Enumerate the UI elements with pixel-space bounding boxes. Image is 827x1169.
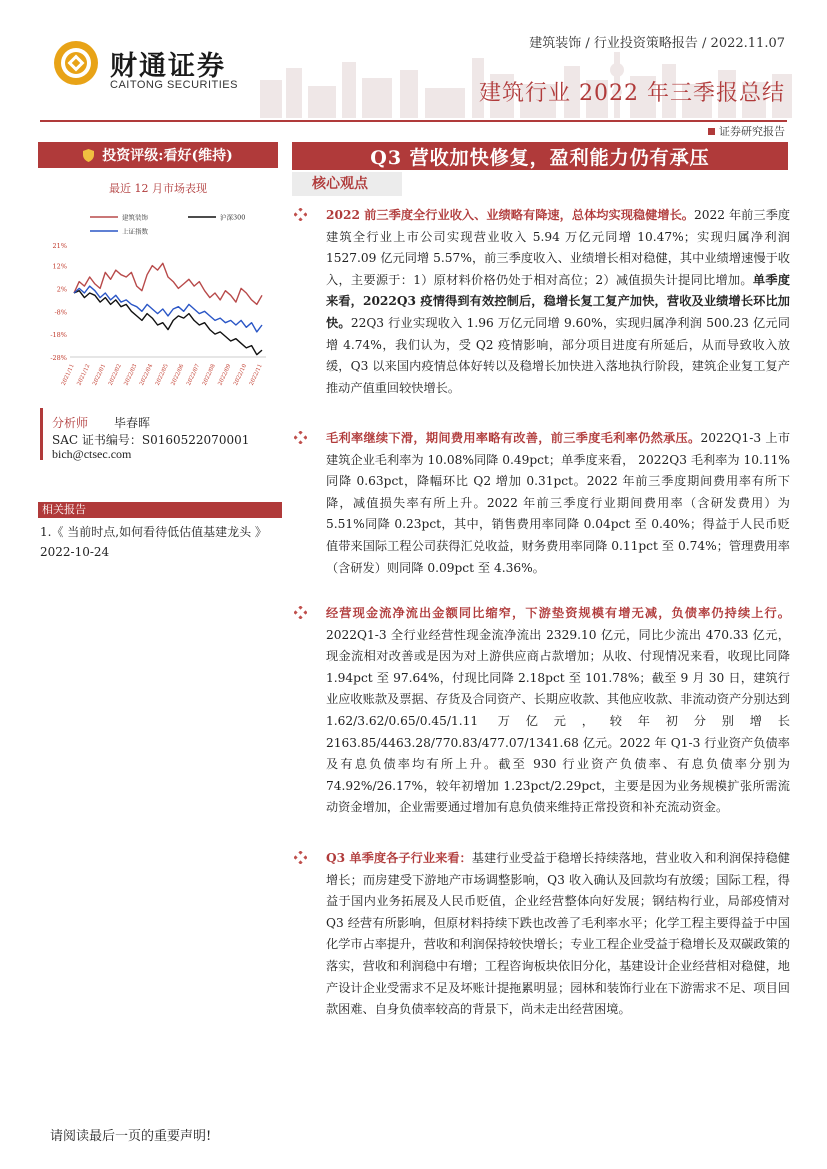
x-tick-label: 2022/05: [154, 363, 170, 387]
related-report-item[interactable]: 1.《 当前时点,如何看待低估值基建龙头 》 2022-10-24: [40, 525, 267, 559]
caitong-logo-icon: [52, 39, 100, 87]
x-tick-label: 2022/10: [233, 363, 249, 387]
shield-icon: [83, 149, 94, 162]
market-performance-label: 最近 12 月市场表现: [109, 182, 207, 195]
analyst-email[interactable]: bich@ctsec.com: [52, 447, 132, 461]
investment-rating: [38, 142, 278, 168]
x-tick-label: 2021/12: [76, 363, 92, 387]
section-body: 2022 年前三季度建筑全行业上市公司实现营业收入 5.94 万亿元同增 10.47%；实现归属净利润 1527.09 亿元同增 5.57%，前三季度收入、业绩增长相对稳健，其中业绩增速慢于收入，主要源于：1）原材料价格仍处于相对高位；2）减值损失计提同比增加。: [326, 208, 791, 287]
report-title: 建筑行业 2022 年三季报总结: [479, 81, 785, 106]
section-body: 2022Q1-3 全行业经营性现金流净流出 2329.10 亿元，同比少流出 470.33 亿元，现金流相对改善或是因为对上游供应商占款增加；从收、付现情况来看，收现比同降 1.94pct 至 97.64%，付现比同降 2.18pct 至 101.78%；截至 9 月 30 日，建筑行业应收账款及票据、存货及合同资产、长期应收款、其他应收款、非流动资产分别达到 1.62/3.62/0.65/0.45/1.11 万亿元，较年初分别增长 2163.85/4463.28/770.83/477.07/1341.68 亿元。2022 年 Q1-3 行业资产负债率及有息负债率均有所上升。截至 930 行业资产负债率、有息负债率分别为 74.92%/26.17%，较年初增加 1.23pct/2.29pct，主要是因为业务规模扩张所需流动资金增加，企业需要通过增加有息负债来维持正常投资和补充流动资金。: [326, 627, 790, 815]
x-tick-label: 2022/03: [123, 363, 139, 387]
x-tick-label: 2022/07: [186, 363, 202, 387]
section-heading: 2022 前三季度全行业收入、业绩略有降速，总体均实现稳健增长。: [326, 208, 695, 222]
logo-text-cn: 财通证券: [110, 51, 226, 82]
logo-text-en: CAITONG SECURITIES: [110, 79, 238, 91]
x-tick-label: 2022/02: [107, 363, 123, 387]
x-tick-label: 2022/08: [201, 363, 217, 387]
section-body: 基建行业受益于稳增长持续落地，营业收入和利润保持稳健增长；而房建受下游地产市场调整影响，Q3 收入确认及回款均有放缓；国际工程，得益于国内业务拓展及人民币贬值，企业经营整体向好发展；钢结构行业，局部疫情对 Q3 经营有所影响，但原材料持续下跌也改善了毛利率水平；化学工程主要得益于中国化学市占率提升，营收和利润保持较快增长；专业工程企业受益于稳增长及双碳政策的落实，营收和利润稳中有增；工程咨询板块依旧分化，基建设计企业经营相对稳健，地产设计企业受需求不足及坏账计提拖累明显；园林和装饰行业在下游需求不足、项目回款困难、自身负债率较高的背景下，尚未走出经营困境。: [326, 851, 790, 1017]
report-type-label: 证券研究报告: [719, 125, 785, 138]
section-subindustry: [294, 848, 790, 1021]
section-body: 22Q3 行业实现收入 1.96 万亿元同增 9.60%，实现归属净利润 500.23 亿元同增 4.74%，我们认为，受 Q2 疫情影响，部分项目进度有所延后，从而导致收入放缓，Q3 以来国内疫情总体好转以及稳增长加快进入落地执行阶段，建筑企业复工复产推动产值重回较快增长。: [326, 315, 790, 395]
x-tick-label: 2022/09: [217, 363, 233, 387]
market-performance-chart: [40, 205, 272, 395]
diamond-bullet-icon: [294, 431, 307, 444]
section-cashflow: [294, 603, 790, 819]
x-tick-label: 2022/11: [248, 363, 264, 387]
footer-disclaimer: 请阅读最后一页的重要声明!: [50, 1129, 212, 1144]
section-revenue: [294, 205, 790, 399]
legend-label: 沪深300: [220, 213, 246, 222]
diamond-bullet-icon: [294, 606, 307, 619]
x-tick-label: 2022/04: [139, 363, 155, 387]
legend-label: 建筑装饰: [122, 213, 148, 222]
square-bullet-icon: [708, 128, 715, 135]
x-tick-label: 2022/01: [92, 363, 108, 387]
core-view-tab: 核心观点: [292, 172, 402, 196]
header-divider: [40, 120, 787, 122]
y-tick-label: -18%: [50, 331, 67, 340]
section-heading: Q3 单季度各子行业来看：: [326, 851, 472, 865]
analyst-label: 分析师: [52, 416, 89, 430]
analyst-sac: SAC 证书编号：S0160522070001: [52, 433, 250, 447]
legend-label: 上证指数: [122, 227, 148, 236]
section-heading: 经营现金流净流出金额同比缩窄，下游垫资规模有增无减，负债率仍持续上行。: [326, 606, 790, 620]
y-tick-label: -28%: [50, 354, 67, 362]
y-tick-label: 12%: [52, 262, 67, 271]
diamond-bullet-icon: [294, 208, 307, 221]
x-tick-label: 2022/06: [170, 363, 186, 387]
main-title: Q3 营收加快修复，盈利能力仍有承压: [292, 142, 788, 170]
y-tick-label: -8%: [54, 308, 67, 317]
report-type: [708, 123, 785, 139]
header-meta: 建筑装饰 / 行业投资策略报告 / 2022.11.07: [529, 36, 785, 51]
section-heading: 毛利率继续下滑，期间费用率略有改善，前三季度毛利率仍然承压。: [326, 431, 701, 445]
section-margin: [294, 428, 790, 579]
y-tick-label: 21%: [52, 242, 67, 250]
analyst-name: 毕春晖: [114, 416, 151, 430]
diamond-bullet-icon: [294, 851, 307, 864]
section-body: 2022Q1-3 上市建筑企业毛利率为 10.08%同降 0.49pct；单季度来看， 2022Q3 毛利率为 10.11%同降 0.63pct，降幅环比 Q2 增加 0.31pct。2022 年前三季度期间费用率有所下降，减值损失率有所上升。2022 年前三季度行业期间费用率（含研发费用）为 5.51%同降 0.23pct，其中，销售费用率同降 0.04pct 至 0.40%；得益于人民币贬值带来国际工程公司获得汇兑收益，财务费用率同降 0.11pct 至 0.74%；管理费用率（含研发）则同降 0.09pct 至 4.36%。: [326, 431, 791, 575]
y-tick-label: 2%: [56, 285, 67, 294]
x-tick-label: 2021/11: [60, 363, 76, 387]
related-reports-heading: 相关报告: [38, 502, 282, 518]
investment-rating-label: 投资评级:看好(维持): [102, 148, 233, 164]
section-bold: 单季度来看，2022Q3 疫情得到有效控制后，稳增长复工复产加快，营收及业绩增长环比加快。: [326, 272, 790, 330]
